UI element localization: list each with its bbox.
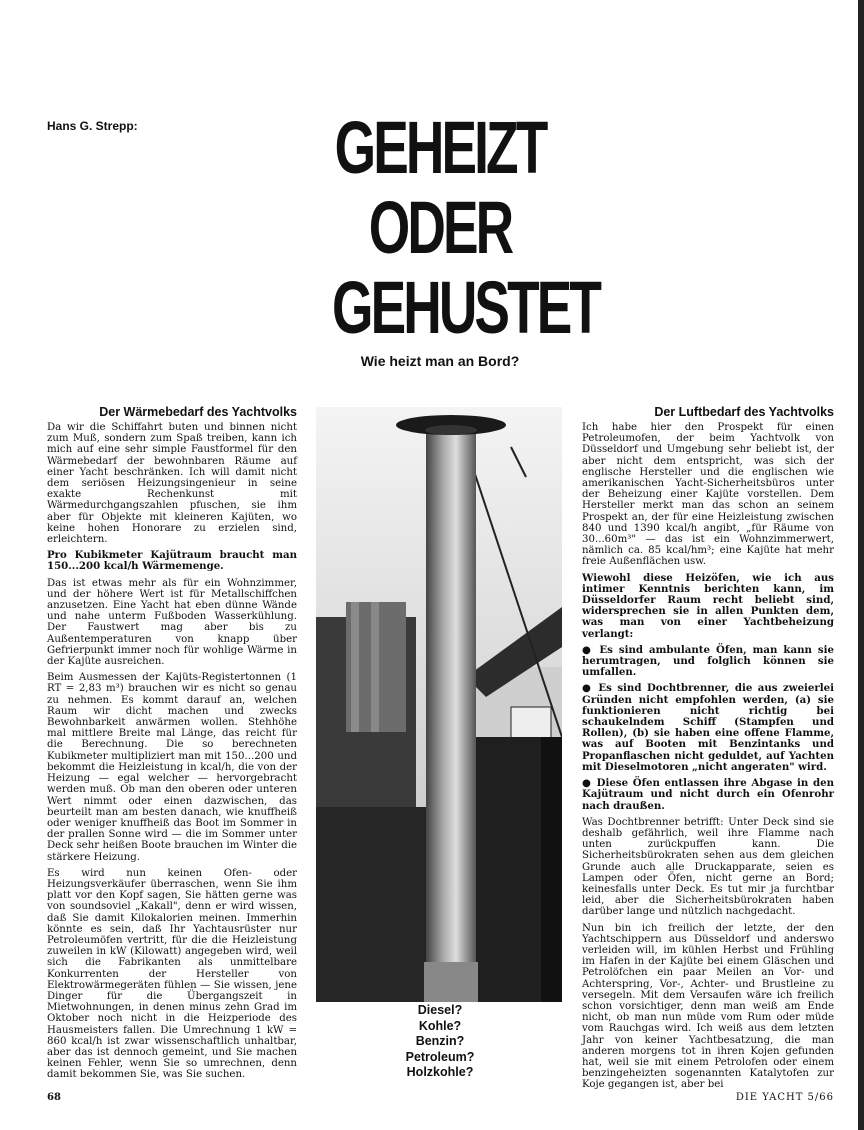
fuel-question: Diesel? (417, 1003, 463, 1017)
headline (332, 106, 600, 349)
fuel-question: Holzkohle? (406, 1065, 474, 1079)
bullet-point: ● Es sind Dochtbrenner, die aus zweierlei Gründen nicht empfohlen werden, (a) sie funktionieren nicht richtig bei schaukelndem Schiff (Stampfen und Rollen), (b) sie haben eine offene Flamme, was auf Booten mit Benzintanks und Propanflaschen nicht geduldet, auf Yachten mit Dieselmotoren „nicht angeraten" wird. (582, 683, 834, 773)
paragraph: Ich habe hier den Prospekt für einen Petroleumofen, der beim Yachtvolk von Düsseldorf und Umgebung sehr beliebt ist, der aber nicht dem entspricht, was sich der englische Hersteller und die englischen wie amerikanischen Yacht-Sicherheitsbüros unter der Beheizung einer Kajüte vorstellen. Dem Hersteller merkt man das schon an seinem Prospekt an, der für eine Heizleistung zwischen 840 und 1390 kcal/h angibt, „für Räume von 30...60m³" — das ist ein Wohnzimmerwert, nämlich ca. 85 kcal/hm³; eine Kajüte hat mehr freie Außenflächen usw. (582, 422, 834, 568)
author-byline: Hans G. Strepp: (47, 119, 138, 133)
photo-illustration (316, 407, 562, 1002)
paragraph: Da wir die Schiffahrt buten und binnen nicht zum Muß, sondern zum Spaß treiben, kann ich mich auf eine sehr simple Faustformel für den Wärmebedarf der bewohnbaren Räume auf einer Yacht beschränken. Ich will damit nicht dem seriösen Heizungsingenieur in seine exakte Rechenkunst mit Wärmedurchgangszahlen pfuschen, sie ihm aber für Objekte mit kleineren Kajüten, wo keine hohen Honorare zu erzielen sind, erleichtern. (47, 422, 297, 546)
paragraph: Nun bin ich freilich der letzte, der den Yachtschippern aus Düsseldorf und anderswo verleiden will, im kühlen Herbst und Frühling im Hafen in der Kajüte bei einem Gläschen und Petrolöfchen ein paar Meilen an Vor- und Achterspring, Vor-, Achter- und Brustleine zu versegeln. Mit dem Versaufen wäre ich freilich schon vorsichtiger, denn man weiß am Ende nicht, ob man nun müde vom Rum oder müde vom Rauchgas wird. Ich weiß aus dem letzten Jahr von keiner Yachtbesatzung, die man anderen morgens tot in ihren Kojen gefunden hat, weil sie mit einem Petrolofen oder einem benzingeheizten sogenannten Katalytofen zur Koje gegangen ist, aber bei (582, 922, 834, 1091)
headline-line: GEHEIZT (334, 106, 546, 189)
headline-line: ODER (368, 186, 512, 269)
paragraph: Das ist etwas mehr als für ein Wohnzimmer, und der höhere Wert ist für Metallschiffchen anzusetzen. Eine Yacht hat eben dünne Wände und nahe unterm Fußboden Wasserkühlung. Der Faustwert mag aber bis zu Außentemperaturen von knapp über Gefrierpunkt immer noch für wohlige Wärme in der Kajüte ausreichen. (47, 577, 297, 668)
page-edge (858, 0, 864, 1130)
bold-paragraph: Pro Kubikmeter Kajütraum braucht man 150...200 kcal/h Wärmemenge. (47, 549, 297, 573)
subheadline: Wie heizt man an Bord? (360, 353, 520, 369)
bullet-point: ● Es sind ambulante Öfen, man kann sie herumtragen, und folglich können sie umfallen. (582, 645, 834, 679)
fuel-question: Benzin? (415, 1034, 465, 1048)
bold-paragraph: Wiewohl diese Heizöfen, wie ich aus intimer Kenntnis berichten kann, im Düsseldorfer Raum recht beliebt sind, widersprechen sie in allen Punkten dem, was man von einer Yachtbeheizung verlangt: (582, 571, 834, 640)
section-heading: Der Wärmebedarf des Yachtvolks (99, 405, 297, 419)
fuel-question: Petroleum? (405, 1049, 475, 1064)
fuel-question: Kohle? (418, 1018, 462, 1033)
headline-line: GEHUSTET (332, 266, 600, 349)
magazine-footer: DIE YACHT 5/66 (735, 1092, 834, 1103)
left-column (47, 405, 297, 1086)
right-column (582, 405, 834, 1096)
stovepipe-photo (316, 407, 562, 1002)
page-number: 68 (47, 1092, 61, 1103)
fuel-questions (380, 1003, 500, 1081)
paragraph: Was Dochtbrenner betrifft: Unter Deck sind sie deshalb gefährlich, weil ihre Flamme nach unten zurückpuffen kann. Die Sicherheitsbürokraten sehen aus dem gleichen Grunde auch alle Druckapparate, seien es Lampen oder Öfen, nicht gerne an Bord; keinesfalls unter Deck. Es tut mir ja furchtbar leid, aber die Sicherheitsbürokraten haben darüber lange und nützlich nachgedacht. (582, 816, 834, 918)
section-heading: Der Luftbedarf des Yachtvolks (654, 405, 834, 419)
paragraph: Es wird nun keinen Ofen- oder Heizungsverkäufer überraschen, wenn Sie ihm platt vor den Kopf sagen, Sie hätten gerne was von soundsoviel „Kakall", denn er wird wissen, daß Sie damit Kilokalorien meinen. Immerhin könnte es sein, daß Ihr Yachtausrüster nur Petroleumöfen vertritt, für die die Heizleistung zuweilen in kW (Kilowatt) angegeben wird, weil sich die Fabrikanten als unmittelbare Konkurrenten der Hersteller von Elektrowärmegeräten fühlen — Sie wissen, jene Dinger für die Übergangszeit in Mietwohnungen, in denen minus zehn Grad im Oktober noch nicht in die Heizperiode des Hausmeisters fallen. Die Umrechnung 1 kW = 860 kcal/h ist zwar wissenschaftlich unhaltbar, aber das ist dennoch gemeint, und Sie machen keinen Fehler, wenn Sie so umrechnen, denn damit bekommen Sie, was Sie suchen. (47, 867, 297, 1081)
bullet-point: ● Diese Öfen entlassen ihre Abgase in den Kajütraum und nicht durch ein Ofenrohr nach draußen. (582, 778, 834, 812)
paragraph: Beim Ausmessen der Kajüts-Registertonnen (1 RT = 2,83 m³) brauchen wir es nicht so genau zu nehmen. Es kommt darauf an, welchen Raum wir dicht machen und zwecks Bewohnbarkeit anwärmen wollen. Stehhöhe mal mittlere Breite mal Länge, das reicht für die Berechnung. Die so berechneten Kubikmeter multipliziert man mit 150...200 und bekommt die Heizleistung in kcal/h, die von der Heizung — egal welcher — hervorgebracht werden muß. Ob man den oberen oder unteren Wert nimmt oder einen dazwischen, das beurteilt man am besten danach, wie knuffheiß oder weniger knuffheiß das Boot im Sommer in der prallen Sonne wird — die im Sommer unter Deck sehr heißen Boote brauchen im Winter die stärkere Heizung. (47, 672, 297, 863)
